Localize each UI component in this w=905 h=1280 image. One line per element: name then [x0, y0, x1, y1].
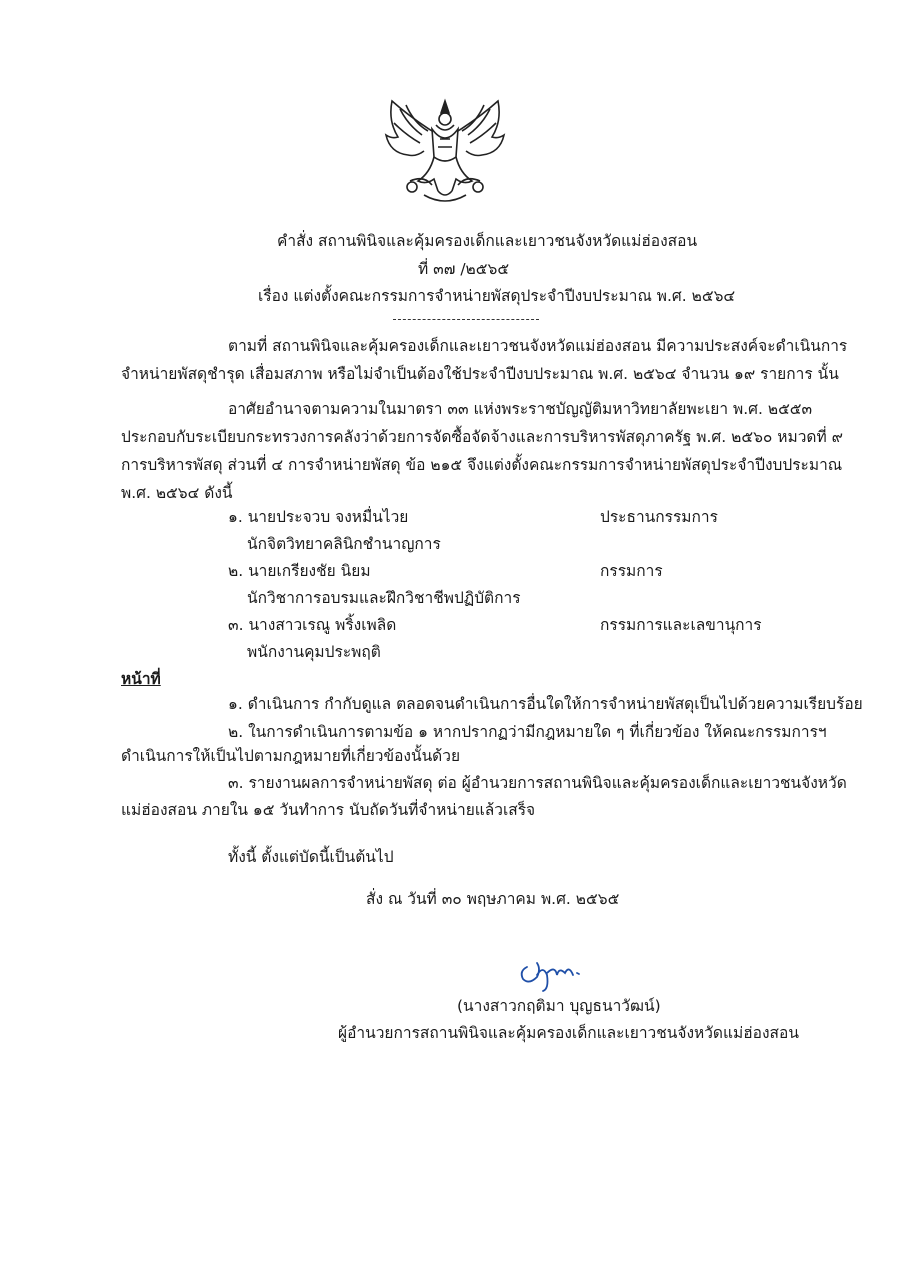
member-role: กรรมการ [600, 562, 663, 580]
member-title: พนักงานคุมประพฤติ [247, 643, 381, 661]
duty-2-line-1: ๒. ในการดำเนินการตามข้อ ๑ หากปรากฏว่ามีกฎหมายใด ๆ ที่เกี่ยวข้อง ให้คณะกรรมการฯ [228, 723, 827, 741]
member-role: กรรมการและเลขานุการ [600, 616, 762, 634]
effective-statement: ทั้งนี้ ตั้งแต่บัดนี้เป็นต้นไป [228, 848, 394, 866]
duty-1: ๑. ดำเนินการ กำกับดูแล ตลอดจนดำเนินการอื่นใดให้การจำหน่ายพัสดุเป็นไปด้วยความเรียบร้อย [228, 695, 863, 713]
order-title: คำสั่ง สถานพินิจและคุ้มครองเด็กและเยาวชนจังหวัดแม่ฮ่องสอน [277, 232, 698, 250]
duty-2-line-2: ดำเนินการให้เป็นไปตามกฎหมายที่เกี่ยวข้องนั้นด้วย [121, 747, 461, 765]
paragraph-2-line-4: พ.ศ. ๒๕๖๔ ดังนี้ [121, 484, 233, 502]
order-number: ที่ ๓๗ /๒๕๖๕ [418, 260, 510, 278]
paragraph-2-line-1: อาศัยอำนาจตามความในมาตรา ๓๓ แห่งพระราชบัญญัติมหาวิทยาลัยพะเยา พ.ศ. ๒๕๕๓ [228, 400, 813, 418]
paragraph-2-line-3: การบริหารพัสดุ ส่วนที่ ๔ การจำหน่ายพัสดุ ข้อ ๒๑๕ จึงแต่งตั้งคณะกรรมการจำหน่ายพัสดุประจำปีงบประมาณ [121, 456, 843, 474]
order-subject: เรื่อง แต่งตั้งคณะกรรมการจำหน่ายพัสดุประจำปีงบประมาณ พ.ศ. ๒๕๖๔ [258, 287, 736, 305]
duty-3-line-2: แม่ฮ่องสอน ภายใน ๑๕ วันทำการ นับถัดวันที่จำหน่ายแล้วเสร็จ [121, 801, 536, 819]
signer-position: ผู้อำนวยการสถานพินิจและคุ้มครองเด็กและเยาวชนจังหวัดแม่ฮ่องสอน [338, 1024, 799, 1042]
duty-3-line-1: ๓. รายงานผลการจำหน่ายพัสดุ ต่อ ผู้อำนวยการสถานพินิจและคุ้มครองเด็กและเยาวชนจังหวัด [228, 774, 847, 792]
paragraph-1-line-1: ตามที่ สถานพินิจและคุ้มครองเด็กและเยาวชนจังหวัดแม่ฮ่องสอน มีความประสงค์จะดำเนินการ [228, 337, 848, 355]
order-date: สั่ง ณ วันที่ ๓๐ พฤษภาคม พ.ศ. ๒๕๖๕ [366, 890, 620, 908]
member-name: ๑. นายประจวบ จงหมื่นไวย [228, 508, 409, 526]
header-divider [393, 319, 539, 320]
signer-name: (นางสาวกฤติมา บุญธนาวัฒน์) [457, 997, 661, 1015]
handwritten-signature [515, 953, 595, 993]
member-role: ประธานกรรมการ [600, 508, 718, 526]
paragraph-2-line-2: ประกอบกับระเบียบกระทรวงการคลังว่าด้วยการจัดซื้อจัดจ้างและการบริหารพัสดุภาครัฐ พ.ศ. ๒๕๖๐ หมวดที่ ๙ [121, 428, 843, 446]
duties-heading: หน้าที่ [121, 670, 161, 688]
member-title: นักจิตวิทยาคลินิกชำนาญการ [247, 535, 441, 553]
garuda-emblem-icon [372, 95, 518, 207]
member-name: ๓. นางสาวเรณู พริ้งเพลิด [228, 616, 397, 634]
member-title: นักวิชาการอบรมและฝึกวิชาชีพปฏิบัติการ [247, 589, 521, 607]
member-name: ๒. นายเกรียงชัย นิยม [228, 562, 371, 580]
paragraph-1-line-2: จำหน่ายพัสดุชำรุด เสื่อมสภาพ หรือไม่จำเป็นต้องใช้ประจำปีงบประมาณ พ.ศ. ๒๕๖๔ จำนวน ๑๙ รายการ นั้น [121, 365, 839, 383]
